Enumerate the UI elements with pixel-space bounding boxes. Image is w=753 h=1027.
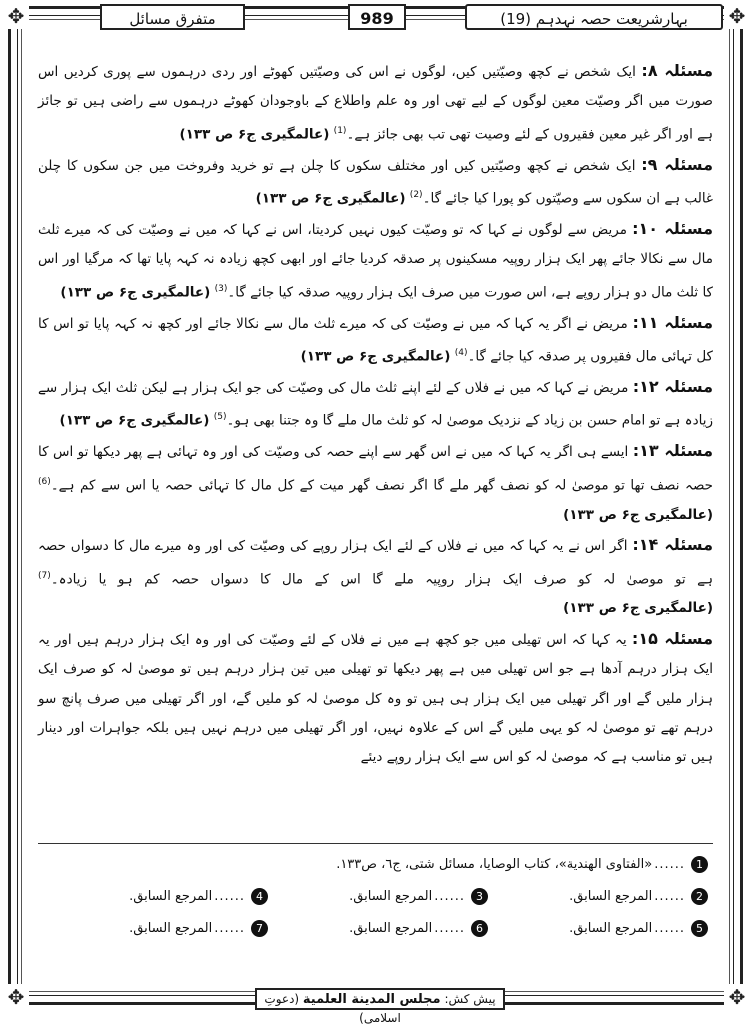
footnote-number: 1 [691, 856, 708, 873]
corner-ornament-icon: ✥ [724, 3, 750, 29]
footnote-number: 3 [471, 888, 488, 905]
page-number: 989 [348, 4, 406, 30]
main-text [38, 56, 713, 773]
masla-11: مسئلہ ۱۱: مریض نے اگر یہ کہا کہ میں نے وصیّت کی کہ میرے ثلث مال سے نکالا جائے اور کچھ نہ کہہ پایا تو اس کا کل تہائی مال فقیروں پر صدقہ کیا جائے گا۔$^{(4)}$ (عالمگیری ج۶ ص ۱۳۳) [38, 312, 713, 365]
footnotes [48, 848, 708, 944]
masla-9: مسئلہ ۹: ایک شخص نے کچھ وصیّتیں کیں اور مختلف سکوں کا چلن ہے تو خرید وفروخت میں جن سکوں کا چلن غالب ہے ان سکوں سے وصیّتوں کو پورا کیا جائے گا۔$^{(2)}$ (عالمگیری ج۶ ص ۱۳۳) [38, 154, 713, 207]
footnote-7: 7 ...... المرجع السابق. [48, 920, 268, 937]
masla-15: مسئلہ ۱۵: یہ کہا کہ اس تھیلی میں جو کچھ ہے میں نے فلاں کے لئے وصیّت کی اور وہ ایک ہزار درہم ہیں اور یہ ایک ہزار درہم آدھا ہے جو اس تھیلی میں ہے پھر دیکھا تو تھیلی میں تین ہزار درہم ہیں تو موصیٰ لہ کو صرف ایک ہزار ملیں گے اور اگر تھیلی میں ایک ہزار ہی ہیں تو وہ کل موصیٰ لہ کو ملیں گے، اور اگر تھیلی میں صرف پانچ سو درہم تھے تو موصیٰ لہ کو یہی ملیں گے اس کے علاوہ نہیں، اور اگر تھیلی میں درہم نہیں ہیں بلکہ جواہرات اور دینار ہیں تو مناسب ہے کہ موصیٰ لہ کو اس سے ایک ہزار روپے دیئے [38, 628, 713, 766]
footnote-number: 7 [251, 920, 268, 937]
footnote-row [48, 848, 708, 880]
publisher-sub: (دعوتِ اسلامی) [264, 992, 401, 1025]
section-title: متفرق مسائل [100, 4, 245, 30]
corner-ornament-icon: ✥ [3, 3, 29, 29]
footnote-text: «الفتاوى الهندية»، كتاب الوصايا، مسائل شتى، ج٦، ص١٣٣. [336, 856, 653, 872]
page-header [30, 4, 723, 32]
footnote-text: المرجع السابق. [569, 920, 653, 936]
footnote-text: المرجع السابق. [349, 888, 433, 904]
footnote-separator [38, 843, 713, 844]
footnote-number: 6 [471, 920, 488, 937]
corner-ornament-icon: ✥ [3, 984, 29, 1010]
masla-10: مسئلہ ۱۰: مریض سے لوگوں نے کہا کہ تو وصیّت کیوں نہیں کردیتا، اس نے کہا کہ میں نے وصیّت کی کہ میرے ثلث مال سے نکالا جائے پھر ایک ہزار روپیہ مسکینوں پر صدقہ کردیا جائے اور ابھی کچھ زیادہ نہ کہہ پایا تھا کہ مرگیا اور اس کا ثلث مال دو ہزار روپے ہے، اس صورت میں صرف ایک ہزار روپیہ صدقہ کیا جائے گا۔$^{(3)}$ (عالمگیری ج۶ ص ۱۳۳) [38, 219, 713, 301]
footnote-row [48, 880, 708, 912]
publisher-name: مجلس المدينة العلمية [302, 992, 441, 1007]
footnote-3: 3 ...... المرجع السابق. [268, 888, 488, 905]
masla-13: مسئلہ ۱۳: ایسے ہی اگر یہ کہا کہ میں نے اس گھر سے اپنے حصہ کی وصیّت کی اور وہ تہائی ہے پھر دیکھا تو اس کا حصہ نصف تھا تو موصیٰ لہ کو نصف گھر ملے گا اگر نصف گھر میت کے کل مال کا تہائی حصہ یا اس سے کم ہے۔$^{(6)}$ (عالمگیری ج۶ ص ۱۳۳) [38, 441, 713, 523]
publisher-box [255, 988, 505, 1025]
footnote-1: 1 ...... «الفتاوى الهندية»، كتاب الوصايا، مسائل شتى، ج٦، ص١٣٣. [48, 856, 708, 873]
masla-12: مسئلہ ۱۲: مریض نے کہا کہ میں نے فلاں کے لئے اپنے ثلث مال کی وصیّت کی جو ایک ہزار ہے لیکن ثلث ایک ہزار سے زیادہ ہے تو امام حسن بن زیاد کے نزدیک موصیٰ لہ کو ثلث مال ملے گا وہ جتنا بھی ہو۔$^{(5)}$ (عالمگیری ج۶ ص ۱۳۳) [38, 377, 714, 429]
publisher-label: پیش کش: [444, 992, 496, 1006]
footnote-number: 2 [691, 888, 708, 905]
footnote-text: المرجع السابق. [349, 920, 433, 936]
footnote-text: المرجع السابق. [569, 888, 653, 904]
corner-ornament-icon: ✥ [724, 984, 750, 1010]
footnote-text: المرجع السابق. [129, 920, 213, 936]
footnote-2: 2 ...... المرجع السابق. [488, 888, 708, 905]
footnote-number: 4 [251, 888, 268, 905]
masla-14: مسئلہ ۱۴: اگر اس نے یہ کہا کہ میں نے فلاں کے لئے ایک ہزار روپے کی وصیّت کی اور وہ میرے مال کا دسواں حصہ ہے تو موصیٰ لہ کو صرف ایک ہزار روپیہ ملے گا اس کے مال کا دسواں حصہ کم ہو یا زیادہ۔$^{(7)}$ (عالمگیری ج۶ ص ۱۳۳) [38, 535, 713, 617]
footnote-text: المرجع السابق. [129, 888, 213, 904]
footnote-5: 5 ...... المرجع السابق. [488, 920, 708, 937]
masla-8: مسئلہ ۸: ایک شخص نے کچھ وصیّتیں کیں، لوگوں نے اس کی وصیّتیں کھوٹے اور ردی درہموں سے پوری کردیں اس صورت میں اگر وصیّت معین لوگوں کے لیے تھی اور وہ علم واطلاع کے باوجودان کھوٹے درہموں سے راضی ہیں تو جائز ہے اور اگر غیر معین فقیروں کے لئے وصیت تھی تب بھی جائز ہے۔$^{(1)}$ (عالمگیری ج۶ ص ۱۳۳) [38, 61, 713, 143]
footnote-6: 6 ...... المرجع السابق. [268, 920, 488, 937]
footnote-number: 5 [691, 920, 708, 937]
footnote-row [48, 912, 708, 944]
book-title: بہارِشریعت حصہ نہدہم (19) [465, 4, 723, 30]
footnote-4: 4 ...... المرجع السابق. [48, 888, 268, 905]
